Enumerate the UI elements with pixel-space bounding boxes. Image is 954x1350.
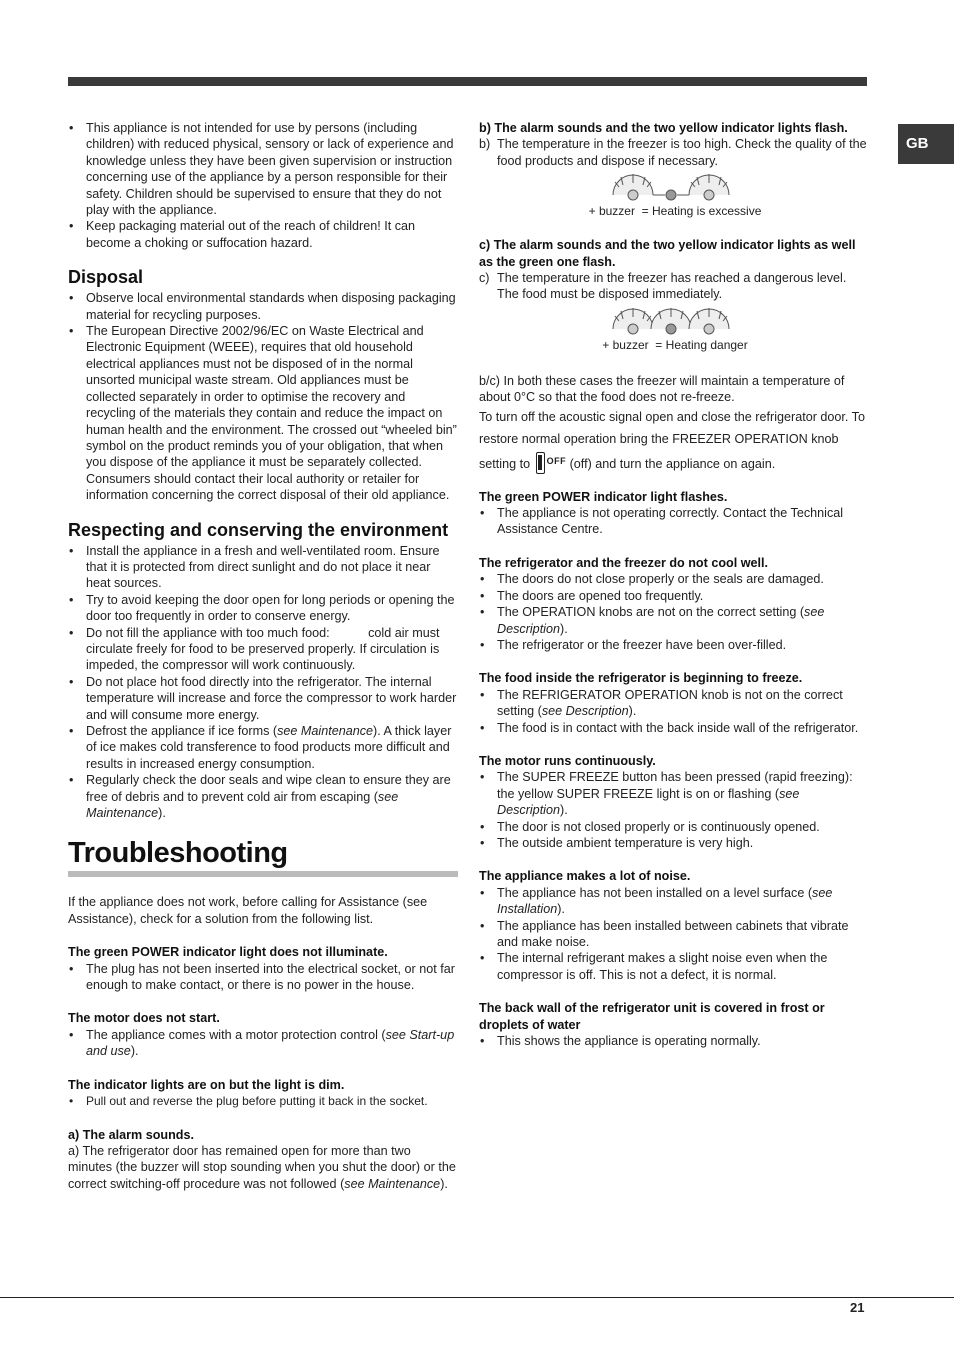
text-segment: The REFRIGERATOR OPERATION knob is not on the correct setting ( — [497, 687, 843, 719]
text-segment: ). — [130, 1044, 139, 1059]
text-segment: The temperature in the freezer is too high. Check the quality of the food products and dispose if necessary. — [497, 137, 867, 168]
list-item: • Pull out and reverse the plug before putting it back in the socket. — [68, 1093, 458, 1109]
diagram-caption: + buzzer = Heating is excessive — [588, 204, 762, 219]
disposal-list — [68, 290, 458, 503]
item-label: c) — [479, 271, 490, 286]
list-item-continuation: Consumers should contact their local authority or retailer for information concerning the correct disposal of their old appliance. — [86, 471, 450, 503]
list-item: • The appliance is not operating correctly. Contact the Technical Assistance Centre. — [479, 505, 871, 538]
text-segment: The SUPER FREEZE button has been pressed (rapid freezing): the yellow SUPER FREEZE light is on or flashing ( — [497, 770, 853, 801]
environment-list — [68, 543, 458, 822]
list-item: • This appliance is not intended for use by persons (including children) with reduced physical, sensory or lack of experience and knowledge unless they have been given supervision or instruction concerning use of the appliance by a person responsible for their safety. Children should be supervised to ensure that they do not play with the appliance. — [68, 120, 458, 218]
page-number: 21 — [850, 1300, 865, 1315]
cross-reference: see Maintenance — [344, 1176, 441, 1191]
footer-rule — [0, 1297, 954, 1298]
list-item: • The door is not closed properly or is continuously opened. — [479, 819, 871, 835]
issue-list — [479, 769, 871, 851]
list-item — [479, 604, 871, 637]
cross-reference: see Description — [497, 786, 800, 818]
list-item: • Observe local environmental standards when disposing packaging material for recycling purposes. — [68, 290, 458, 323]
text-segment: ). — [158, 806, 166, 821]
issue-title: b) The alarm sounds and the two yellow indicator lights flash. — [479, 121, 848, 135]
list-item — [68, 1027, 458, 1060]
text-segment: ). — [557, 902, 565, 917]
note-text — [479, 406, 871, 475]
issue-list — [479, 1033, 871, 1049]
list-item: • The appliance has been installed between cabinets that vibrate and make noise. — [479, 918, 871, 951]
list-item: • The doors are opened too frequently. — [479, 588, 871, 604]
list-item: • The refrigerator or the freezer have been over-filled. — [479, 637, 871, 653]
issue-title: The green POWER indicator light does not illuminate. — [68, 945, 388, 960]
header-bar — [68, 77, 867, 86]
issue-title: The refrigerator and the freezer do not cool well. — [479, 555, 769, 570]
text-segment: ). A thick layer of ice makes cold transference to food products more difficult and results in increased energy consumption. — [86, 724, 452, 771]
text-segment: (off) and turn the appliance on again. — [569, 456, 776, 471]
language-tab: GB — [898, 124, 954, 164]
text-segment: Regularly check the door seals and wipe clean to ensure they are free of debris and to prevent cold air from escaping ( — [86, 773, 451, 804]
list-item: • The outside ambient temperature is very high. — [479, 835, 871, 851]
issue-list — [479, 687, 871, 736]
indicator-lights-icon — [609, 307, 739, 337]
list-item: • The plug has not been inserted into the electrical socket, or not far enough to make contact, or there is no power in the house. — [68, 961, 458, 994]
indicator-lights-icon — [609, 173, 739, 203]
issue-list — [479, 885, 871, 983]
text-segment: The appliance comes with a motor protection control ( — [86, 1027, 386, 1042]
issue-title: a) The alarm sounds. — [68, 1127, 194, 1142]
issue-title: The back wall of the refrigerator unit is covered in frost or droplets of water — [479, 1001, 825, 1032]
list-item: • Install the appliance in a fresh and well-ventilated room. Ensure that it is protected from direct sunlight and do not place it near heat sources. — [68, 543, 458, 592]
note-text: b/c) In both these cases the freezer will maintain a temperature of about 0°C so that the food does not re-freeze. — [479, 373, 845, 405]
item-label: b) — [479, 137, 491, 152]
cross-reference: see Maintenance — [277, 724, 374, 738]
list-item — [68, 723, 458, 772]
indicator-diagram-c — [479, 305, 871, 361]
issue-list — [68, 961, 458, 994]
text-segment: The temperature in the freezer has reached a dangerous level. The food must be disposed immediately. — [497, 271, 847, 302]
right-column — [479, 120, 871, 1049]
text-segment: The OPERATION knobs are not on the correct setting ( — [497, 605, 805, 620]
list-item — [68, 772, 458, 821]
cross-reference: see Description — [541, 704, 629, 719]
list-item — [68, 323, 458, 503]
issue-title: The green POWER indicator light flashes. — [479, 489, 728, 504]
troubleshooting-heading: Troubleshooting — [68, 835, 458, 877]
issue-title: The motor runs continuously. — [479, 753, 656, 768]
indicator-diagram-b — [479, 171, 871, 227]
list-item — [479, 885, 871, 918]
issue-list — [479, 505, 871, 538]
issue-title: The food inside the refrigerator is beginning to freeze. — [479, 671, 803, 686]
issue-title: The indicator lights are on but the light is dim. — [68, 1077, 345, 1092]
issue-list — [479, 571, 871, 653]
cross-reference: see Maintenance — [86, 789, 399, 821]
text-segment: ). — [560, 803, 568, 818]
list-item: • The food is in contact with the back inside wall of the refrigerator. — [479, 720, 871, 736]
knob-off-icon — [536, 452, 545, 474]
issue-title: c) The alarm sounds and the two yellow indicator lights as well as the green one flash. — [479, 238, 856, 269]
text-segment: To turn off the acoustic signal open and close the refrigerator door. To restore normal operation bring the FREEZER OPERATION knob setting to — [479, 409, 865, 471]
left-column — [68, 120, 458, 1192]
list-item — [479, 687, 871, 720]
disposal-heading: Disposal — [68, 267, 144, 288]
text-segment: a) The refrigerator door has remained open for more than two minutes (the buzzer will stop sounding when you shut the door) or the correct switching-off procedure was not followed ( — [68, 1143, 456, 1191]
issue-title: The motor does not start. — [68, 1011, 220, 1026]
text-segment: ). — [628, 704, 637, 719]
issue-list — [68, 1093, 458, 1109]
list-item: • Keep packaging material out of the reach of children! It can become a choking or suffocation hazard. — [68, 218, 458, 251]
text-segment: ). — [440, 1176, 448, 1191]
issue-list — [68, 1027, 458, 1060]
text-segment: The appliance has not been installed on a level surface ( — [497, 885, 813, 900]
list-item: • Try to avoid keeping the door open for long periods or opening the door too frequently in order to conserve energy. — [68, 592, 458, 625]
list-item: • This shows the appliance is operating normally. — [479, 1033, 871, 1049]
text-segment: Defrost the appliance if ice forms ( — [86, 724, 278, 738]
list-item: • Do not place hot food directly into the refrigerator. The internal temperature will increase and force the compressor to work harder and will consume more energy. — [68, 674, 458, 723]
list-item: • The doors do not close properly or the seals are damaged. — [479, 571, 871, 587]
issue-title: The appliance makes a lot of noise. — [479, 869, 691, 884]
cross-reference: see Description — [497, 605, 825, 636]
cross-reference: see Start-up and use — [86, 1027, 455, 1059]
issue-text — [68, 1143, 458, 1192]
troubleshooting-intro: If the appliance does not work, before calling for Assistance (see Assistance), check for a solution from the following list. — [68, 895, 428, 926]
list-item: • The internal refrigerant makes a slight noise even when the compressor is off. This is not a defect, it is normal. — [479, 950, 871, 983]
list-item — [479, 769, 871, 818]
off-label: OFF — [546, 455, 567, 466]
cross-reference: see Installation — [497, 885, 833, 917]
safety-list — [68, 120, 458, 251]
environment-heading: Respecting and conserving the environment — [68, 519, 449, 540]
text-segment: ). — [560, 621, 568, 636]
issue-text — [479, 136, 871, 169]
list-item-text: The European Directive 2002/96/EC on Waste Electrical and Electronic Equipment (WEEE), requires that old household electrical appliances must not be disposed of in the normal unsorted municipal waste stream. Old appliances must be collected separately in order to optimise the recovery and recycling of the materials they contain and reduce the impact on human health and the environment. The crossed out “wheeled bin” symbol on the product reminds you of your obligation, that when you dispose of the appliance it must be separately collected. — [86, 324, 457, 470]
diagram-caption: + buzzer = Heating danger — [602, 337, 748, 352]
list-item: • Do not fill the appliance with too much food: cold air must circulate freely for food to be preserved properly. If circulation is impeded, the compressor will work continuously. — [68, 625, 458, 674]
issue-text — [479, 270, 871, 303]
